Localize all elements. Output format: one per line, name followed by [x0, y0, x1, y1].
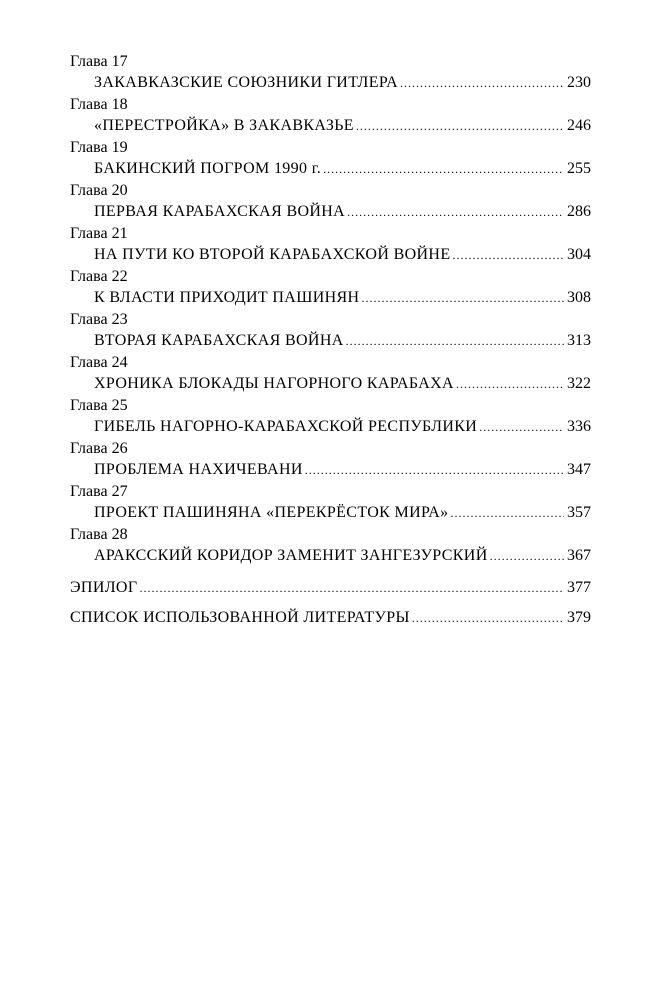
toc-line: [70, 373, 591, 396]
chapter-title: «ПЕРЕСТРОЙКА» В ЗАКАВКАЗЬЕ: [94, 117, 354, 134]
chapter-title: ПРОБЛЕМА НАХИЧЕВАНИ: [94, 461, 303, 478]
chapter-entry: [70, 224, 591, 267]
chapter-title: К ВЛАСТИ ПРИХОДИТ ПАШИНЯН: [94, 289, 360, 306]
chapter-title: ПРОЕКТ ПАШИНЯНА «ПЕРЕКРЁСТОК МИРА»: [94, 504, 449, 521]
chapter-title: ЗАКАВКАЗСКИЕ СОЮЗНИКИ ГИТЛЕРА: [94, 74, 398, 91]
toc-line: [70, 244, 591, 267]
chapter-entry: [70, 482, 591, 525]
chapter-label: Глава 17: [70, 53, 128, 70]
chapter-entry: [70, 95, 591, 138]
dot-leader: [456, 373, 564, 395]
page-number: 255: [567, 160, 591, 177]
dot-leader: [305, 459, 564, 481]
chapter-entry: [70, 267, 591, 310]
chapter-entry: [70, 52, 591, 95]
dot-leader: [479, 416, 564, 438]
epilogue-title: ЭПИЛОГ: [70, 579, 138, 596]
chapter-label: Глава 18: [70, 96, 128, 113]
chapter-entry: [70, 439, 591, 482]
dot-leader: [139, 577, 564, 599]
dot-leader: [356, 115, 564, 137]
page-number: 367: [567, 547, 591, 564]
chapter-title: ВТОРАЯ КАРАБАХСКАЯ ВОЙНА: [94, 332, 344, 349]
page-number: 377: [567, 579, 591, 596]
chapter-label: Глава 28: [70, 526, 128, 543]
page-number: 347: [567, 461, 591, 478]
dot-leader: [452, 244, 564, 266]
dot-leader: [346, 330, 564, 352]
toc-line: [70, 416, 591, 439]
dot-leader: [361, 287, 564, 309]
chapter-label: Глава 25: [70, 397, 128, 414]
epilogue-entry: [70, 577, 591, 600]
page-number: 246: [567, 117, 591, 134]
toc-line: [70, 502, 591, 525]
chapter-entry: [70, 181, 591, 224]
page-number: 379: [567, 609, 591, 626]
toc-line: [70, 287, 591, 310]
toc-line: [70, 72, 591, 95]
chapter-entry: [70, 353, 591, 396]
toc-line: [70, 545, 591, 568]
page-number: 230: [567, 74, 591, 91]
chapter-title: ХРОНИКА БЛОКАДЫ НАГОРНОГО КАРАБАХА: [94, 375, 454, 392]
chapter-label: Глава 22: [70, 268, 128, 285]
chapter-title: БАКИНСКИЙ ПОГРОМ 1990 г.: [94, 160, 322, 177]
chapter-label: Глава 24: [70, 354, 128, 371]
chapter-label: Глава 26: [70, 440, 128, 457]
toc-line: [70, 201, 591, 224]
page-number: 336: [567, 418, 591, 435]
dot-leader: [400, 72, 564, 94]
dot-leader: [323, 158, 564, 180]
page-number: 313: [567, 332, 591, 349]
toc-line: [70, 459, 591, 482]
toc-line: [70, 330, 591, 353]
chapter-label: Глава 20: [70, 182, 128, 199]
bibliography-title: СПИСОК ИСПОЛЬЗОВАННОЙ ЛИТЕРАТУРЫ: [70, 609, 410, 626]
dot-leader: [412, 607, 564, 629]
page-number: 322: [567, 375, 591, 392]
chapter-label: Глава 19: [70, 139, 128, 156]
table-of-contents: [70, 52, 591, 630]
chapter-label: Глава 27: [70, 483, 128, 500]
dot-leader: [347, 201, 564, 223]
chapter-entry: [70, 396, 591, 439]
chapter-entry: [70, 310, 591, 353]
chapter-title: ПЕРВАЯ КАРАБАХСКАЯ ВОЙНА: [94, 203, 346, 220]
page-number: 357: [567, 504, 591, 521]
chapter-title: НА ПУТИ КО ВТОРОЙ КАРАБАХСКОЙ ВОЙНЕ: [94, 246, 451, 263]
chapter-title: ГИБЕЛЬ НАГОРНО-КАРАБАХСКОЙ РЕСПУБЛИКИ: [94, 418, 478, 435]
dot-leader: [490, 545, 564, 567]
page-number: 286: [567, 203, 591, 220]
page-number: 304: [567, 246, 591, 263]
page-number: 308: [567, 289, 591, 306]
dot-leader: [450, 502, 564, 524]
chapter-entry: [70, 525, 591, 568]
chapter-label: Глава 21: [70, 225, 128, 242]
chapter-title: АРАКССКИЙ КОРИДОР ЗАМЕНИТ ЗАНГЕЗУРСКИЙ: [94, 547, 488, 564]
chapter-entry: [70, 138, 591, 181]
bibliography-entry: [70, 607, 591, 630]
chapter-label: Глава 23: [70, 311, 128, 328]
toc-line: [70, 115, 591, 138]
toc-line: [70, 158, 591, 181]
